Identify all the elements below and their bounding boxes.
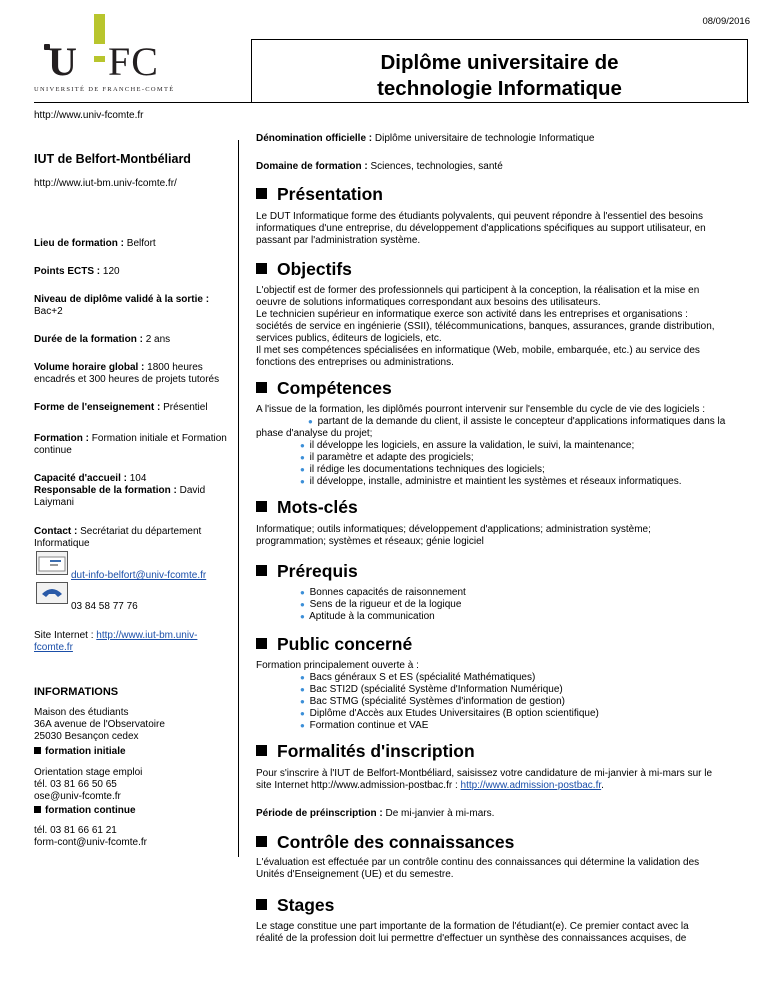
responsable-formation: Responsable de la formation : David Laiymani	[34, 485, 206, 508]
print-date: 08/09/2016	[702, 16, 750, 27]
bullet-icon: ●	[300, 612, 305, 621]
duree-formation: Durée de la formation : 2 ans	[34, 334, 171, 345]
logo-fc: FC	[108, 39, 159, 84]
document-title: Diplôme universitaire de technologie Informatique	[377, 51, 622, 100]
bullet-icon: ●	[300, 441, 305, 450]
university-logo[interactable]	[34, 14, 184, 94]
heading-square-icon	[256, 382, 267, 393]
site-internet: Site Internet : http://www.iut-bm.univ- fcomte.fr	[34, 630, 198, 653]
university-url[interactable]: http://www.univ-fcomte.fr	[34, 110, 144, 121]
competences-text: A l'issue de la formation, les diplômés pourront intervenir sur l'ensemble du cycle de vie des logiciels : ● partant de la demande du client, il assiste le concepteur d'applications informatiques dans la phase d'analyse du projet; ● il développe les logiciels, en assure la validation, le suivi, la maintenance; ● il paramètre et adapte des progiciels; ● il rédige les documentations techniques des logiciels; ● il développe, installe, administre et maintient les systèmes et réseaux informatiques.	[256, 404, 726, 487]
document-title-box	[251, 39, 748, 103]
heading-square-icon	[256, 836, 267, 847]
iut-url[interactable]: http://www.iut-bm.univ-fcomte.fr/	[34, 178, 177, 189]
heading-square-icon	[256, 501, 267, 512]
stages-text: Le stage constitue une part importante de la formation de l'étudiant(e). Ce premier contact avec la réalité de la profession doit lui permettre d'effectuer un synthèse des connaissances acquises, de	[256, 921, 689, 944]
points-ects: Points ECTS : 120	[34, 266, 120, 277]
heading-controle: Contrôle des connaissances	[256, 832, 746, 852]
heading-presentation: Présentation	[256, 184, 746, 204]
heading-prerequis: Prérequis	[256, 561, 746, 581]
logo-subtitle: UNIVERSITÉ DE FRANCHE-COMTÉ	[34, 86, 175, 93]
column-divider	[238, 140, 239, 857]
heading-square-icon	[256, 263, 267, 274]
bullet-icon: ●	[300, 453, 305, 462]
header-divider	[34, 102, 749, 103]
formation-initiale-title: formation initiale	[34, 746, 234, 758]
bullet-icon: ●	[300, 709, 305, 718]
presentation-text: Le DUT Informatique forme des étudiants polyvalents, qui peuvent répondre à l'essentiel des besoins informatiques d'une entreprise, du développement d'applications spécifiques au support utilisateur, en passant par l'administration système.	[256, 211, 706, 246]
public-concerne-list: Formation principalement ouverte à : ● Bacs généraux S et ES (spécialité Mathématiques) ● Bac STI2D (spécialité Système d'Information Numérique) ● Bac STMG (spécialité Systèmes d'information de gestion) ● Diplôme d'Accès aux Etudes Universitaires (B option scientifique) ● Formation continue et VAE	[256, 660, 599, 731]
square-bullet-icon	[34, 806, 41, 813]
heading-stages: Stages	[256, 895, 746, 915]
bullet-icon: ●	[300, 685, 305, 694]
site-internet-link[interactable]: http://www.iut-bm.univ-	[96, 630, 198, 641]
bullet-icon: ●	[300, 477, 305, 486]
square-bullet-icon	[34, 747, 41, 754]
heading-square-icon	[256, 745, 267, 756]
lieu-formation: Lieu de formation : Belfort	[34, 238, 156, 249]
niveau-diplome: Niveau de diplôme validé à la sortie : Bac+2	[34, 294, 210, 317]
heading-square-icon	[256, 565, 267, 576]
capacite-accueil: Capacité d'accueil : 104	[34, 473, 147, 484]
formalites-text: Pour s'inscrire à l'IUT de Belfort-Montbéliard, saisissez votre candidature de mi-janvier à mi-mars sur le site Internet http://www.admission-postbac.fr : http://www.admission-postbac.fr.	[256, 768, 713, 791]
heading-competences: Compétences	[256, 378, 746, 398]
bullet-icon: ●	[300, 600, 305, 609]
email-icon	[36, 551, 68, 580]
volume-horaire: Volume horaire global : 1800 heures encadrés et 300 heures de projets tutorés	[34, 362, 220, 385]
bullet-icon: ●	[300, 721, 305, 730]
bullet-icon: ●	[308, 417, 313, 426]
bullet-icon: ●	[300, 697, 305, 706]
iut-name: IUT de Belfort-Montbéliard	[34, 152, 191, 166]
formation-continue-contact: tél. 03 81 66 61 21 form-cont@univ-fcomte.fr	[34, 825, 147, 848]
bullet-icon: ●	[300, 465, 305, 474]
prerequis-list: ● Bonnes capacités de raisonnement ● Sens de la rigueur et de la logique ● Aptitude à la communication	[300, 587, 466, 622]
type-formation: Formation : Formation initiale et Formation continue	[34, 433, 227, 456]
contact-email-link[interactable]: dut-info-belfort@univ-fcomte.fr	[71, 570, 207, 581]
objectifs-text: L'objectif est de former des professionnels qui participent à la conception, la réalisation et la mise en oeuvre de solutions informatiques correspondant aux besoins des utilisateurs. Le technicien supérieur en informatique exerce son activité dans les entreprises et organisations : sociétés de service en ingénierie (SSII), télécommunications, banques, assurances, grande distribution, services publics, éditeurs de logiciels, etc. Il met ses compétences spécialisées en informatique (Web, mobile, embarquée, etc.) au service des fonctions des entreprises ou administrations.	[256, 285, 715, 368]
controle-text: L'évaluation est effectuée par un contrôle continu des connaissances qui détermine la validation des Unités d'Enseignement (UE) et du semestre.	[256, 857, 700, 880]
periode-preinscription: Période de préinscription : De mi-janvier à mi-mars.	[256, 808, 495, 819]
maison-etudiants: Maison des étudiants 36A avenue de l'Observatoire 25030 Besançon cedex	[34, 707, 165, 742]
heading-formalites: Formalités d'inscription	[256, 741, 746, 761]
logo-u: U	[48, 39, 77, 84]
contact-phone: 03 84 58 77 76	[71, 601, 138, 612]
formation-continue-title: formation continue	[34, 805, 234, 817]
admission-postbac-link[interactable]: http://www.admission-postbac.fr	[460, 780, 602, 791]
heading-square-icon	[256, 638, 267, 649]
heading-public-concerne: Public concerné	[256, 634, 746, 654]
heading-square-icon	[256, 899, 267, 910]
contact: Contact : Secrétariat du département Informatique	[34, 526, 202, 549]
formation-initiale-contact: Orientation stage emploi tél. 03 81 66 50 65 ose@univ-fcomte.fr	[34, 767, 143, 802]
denomination: Dénomination officielle : Diplôme universitaire de technologie Informatique	[256, 133, 595, 144]
bullet-icon: ●	[300, 588, 305, 597]
bullet-icon: ●	[300, 673, 305, 682]
informations-title: INFORMATIONS	[34, 686, 119, 698]
phone-icon	[36, 582, 68, 609]
heading-objectifs: Objectifs	[256, 259, 746, 279]
heading-mots-cles: Mots-clés	[256, 497, 746, 517]
forme-enseignement: Forme de l'enseignement : Présentiel	[34, 402, 208, 413]
mots-cles-text: Informatique; outils informatiques; développement d'applications; administration système; programmation; systèmes et réseaux; génie logiciel	[256, 524, 651, 547]
domaine-formation: Domaine de formation : Sciences, technologies, santé	[256, 161, 503, 172]
heading-square-icon	[256, 188, 267, 199]
